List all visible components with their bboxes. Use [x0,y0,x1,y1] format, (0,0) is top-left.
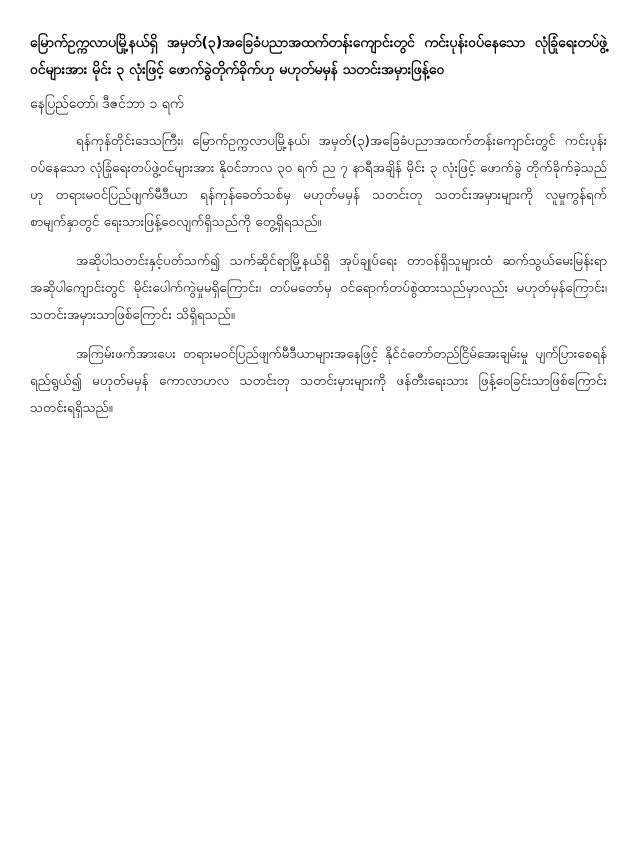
article-paragraph-3: အကြမ်းဖက်အားပေး တရားမဝင်ပြည်ဖျက်မီဒီယာများအနေဖြင့် နိုင်ငံတော်တည်ငြိမ်အေးချမ်းမှု ပျက်ပြားစေရန် ရည်ရွယ်၍ မဟုတ်မမှန် ကောလာဟလ သတင်းတု သတင်းမှားများကို ဖန်တီးရေးသား ဖြန့်ဝေခြင်းသာဖြစ်ကြောင်း သတင်းရရှိသည်။ [30,346,607,416]
article-dateline: နေပြည်တော်၊ ဒီဇင်ဘာ ၁ ရက် [30,96,184,112]
article-paragraph-2: အဆိုပါသတင်းနှင့်ပတ်သက်၍ သက်ဆိုင်ရာမြို့နယ်ရှိ အုပ်ချုပ်ရေး တာဝန်ရှိသူများထံ ဆက်သွယ်မေးမြန်းရာ အဆိုပါကျောင်းတွင် မိုင်းပေါက်ကွဲမှုမရှိကြောင်း၊ တပ်မတော်မှ ဝင်ရောက်တပ်စွဲထားသည်မှာလည်း မဟုတ်မှန်ကြောင်း၊ သတင်းအမှားသာဖြစ်ကြောင်း သိရှိရသည်။ [30,253,607,323]
article-title: မြောက်ဥက္ကလာပမြို့နယ်ရှိ အမှတ်(၃)အခြေခံပညာအထက်တန်းကျောင်းတွင် ကင်းပုန်းဝပ်နေသော လုံခြုံရေးတပ်ဖွဲ့ဝင်များအား မိုင်း ၃ လုံးဖြင့် ဖောက်ခွဲတိုက်ခိုက်ဟု မဟုတ်မမှန် သတင်းအမှားဖြန့်ဝေ [30,35,607,78]
article-paragraph-1: ရန်ကုန်တိုင်းဒေသကြီး၊ မြောက်ဥက္ကလာပမြို့နယ်၊ အမှတ်(၃)အခြေခံပညာအထက်တန်းကျောင်းတွင် ကင်းပုန်းဝပ်နေသော လုံခြုံရေးတပ်ဖွဲ့ဝင်များအား နိုဝင်ဘာလ ၃၀ ရက် ည ၇ နာရီအချိန် မိုင်း ၃ လုံးဖြင့် ဖောက်ခွဲ တိုက်ခိုက်ခဲ့သည်ဟု တရားမဝင်ပြည်ဖျက်မီဒီယာ ရန်ကုန်ခေတ်သစ်မှ မဟုတ်မမှန် သတင်းတု သတင်းအမှားများကို လူမှုကွန်ရက်စာမျက်နှာတွင် ရေးသားဖြန့်ဝေလျက်ရှိသည်ကို တွေ့ရှိရသည်။ [30,133,607,230]
news-article [30,30,607,434]
